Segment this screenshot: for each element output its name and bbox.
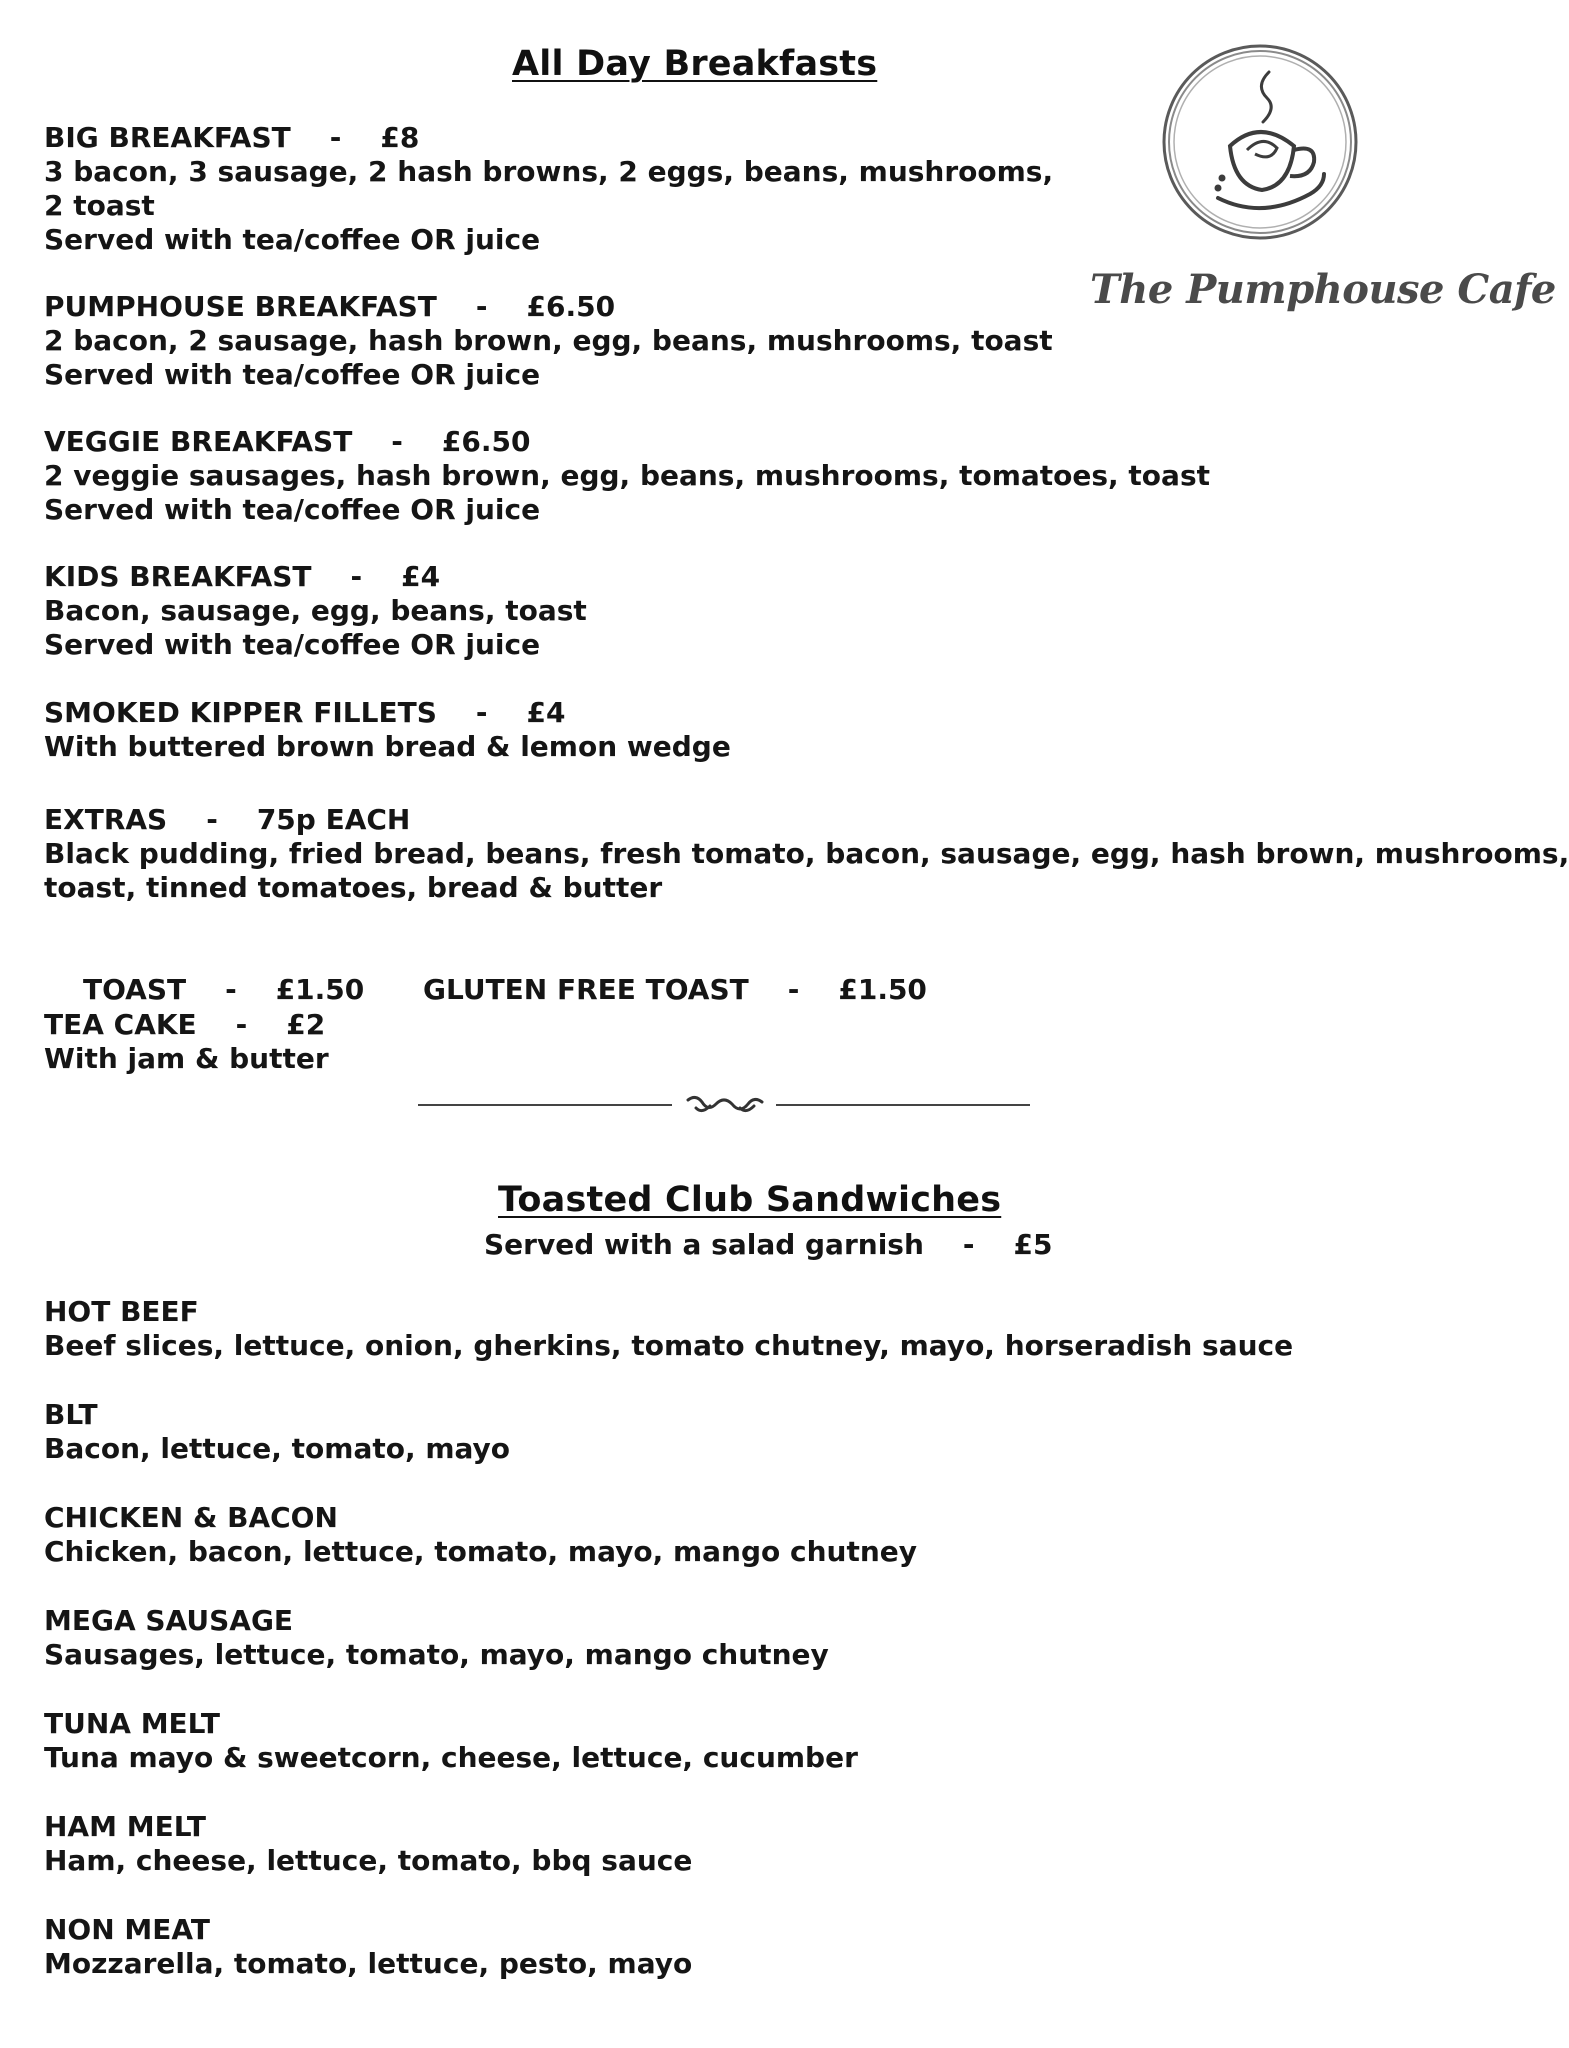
cafe-logo [1090,38,1556,338]
item-desc: Tuna mayo & sweetcorn, cheese, lettuce, cucumber [44,1741,858,1774]
item-heading: BIG BREAKFAST - £8 [44,121,420,154]
menu-item-hot-beef [44,1295,1293,1363]
sandwiches-title: Toasted Club Sandwiches [498,1180,1002,1220]
item-desc: 2 toast [44,189,155,222]
item-desc: Bacon, sausage, egg, beans, toast [44,594,587,627]
item-heading: HOT BEEF [44,1295,199,1328]
item-heading: HAM MELT [44,1810,207,1843]
item-desc: toast, tinned tomatoes, bread & butter [44,871,663,904]
item-desc: 3 bacon, 3 sausage, 2 hash browns, 2 eggs, beans, mushrooms, [44,155,1054,188]
item-desc: Black pudding, fried bread, beans, fresh tomato, bacon, sausage, egg, hash brown, mushrooms, [44,837,1569,870]
menu-item-kipper-fillets [44,696,731,764]
menu-item-tuna-melt [44,1707,858,1775]
item-desc: Sausages, lettuce, tomato, mayo, mango chutney [44,1638,829,1671]
item-desc: 2 bacon, 2 sausage, hash brown, egg, beans, mushrooms, toast [44,324,1053,357]
item-desc: Chicken, bacon, lettuce, tomato, mayo, mango chutney [44,1535,918,1568]
item-desc: Beef slices, lettuce, onion, gherkins, tomato chutney, mayo, horseradish sauce [44,1329,1294,1362]
item-heading: PUMPHOUSE BREAKFAST - £6.50 [44,290,616,323]
menu-item-kids-breakfast [44,560,587,662]
ornament-divider [418,1090,1030,1120]
item-heading: VEGGIE BREAKFAST - £6.50 [44,425,531,458]
item-desc: Served with tea/coffee OR juice [44,223,541,256]
item-desc: With buttered brown bread & lemon wedge [44,730,731,763]
item-desc: Ham, cheese, lettuce, tomato, bbq sauce [44,1844,693,1877]
item-heading: TEA CAKE - £2 [44,1008,326,1041]
item-heading: BLT [44,1398,98,1431]
item-heading: EXTRAS - 75p EACH [44,803,411,836]
gluten-free-toast-item: GLUTEN FREE TOAST - £1.50 [423,973,927,1006]
item-desc: With jam & butter [44,1042,329,1075]
sandwiches-subtitle: Served with a salad garnish - £5 [484,1228,1053,1261]
breakfasts-title: All Day Breakfasts [512,44,878,84]
item-heading: SMOKED KIPPER FILLETS - £4 [44,696,566,729]
item-heading: MEGA SAUSAGE [44,1604,294,1637]
menu-item-mega-sausage [44,1604,829,1672]
menu-item-non-meat [44,1913,692,1981]
menu-item-chicken-bacon [44,1501,917,1569]
menu-item-extras [44,803,1569,905]
menu-item-ham-melt [44,1810,692,1878]
coffee-cup-icon [1090,38,1430,268]
menu-item-blt [44,1398,510,1466]
menu-item-pumphouse-breakfast [44,290,1053,392]
item-heading: CHICKEN & BACON [44,1501,338,1534]
item-heading: NON MEAT [44,1913,211,1946]
item-desc: Served with tea/coffee OR juice [44,358,541,391]
cafe-name: The Pumphouse Cafe [1090,266,1556,313]
item-heading: TUNA MELT [44,1707,220,1740]
menu-item-big-breakfast [44,121,1053,257]
menu-item-tea-cake [44,1008,329,1076]
menu-item-veggie-breakfast [44,425,1210,527]
item-desc: Served with tea/coffee OR juice [44,628,541,661]
item-desc: Bacon, lettuce, tomato, mayo [44,1432,511,1465]
item-desc: Served with tea/coffee OR juice [44,493,541,526]
toast-item: TOAST - £1.50 [83,973,365,1006]
item-desc: 2 veggie sausages, hash brown, egg, beans, mushrooms, tomatoes, toast [44,459,1210,492]
item-desc: Mozzarella, tomato, lettuce, pesto, mayo [44,1947,693,1980]
item-heading: KIDS BREAKFAST - £4 [44,560,441,593]
